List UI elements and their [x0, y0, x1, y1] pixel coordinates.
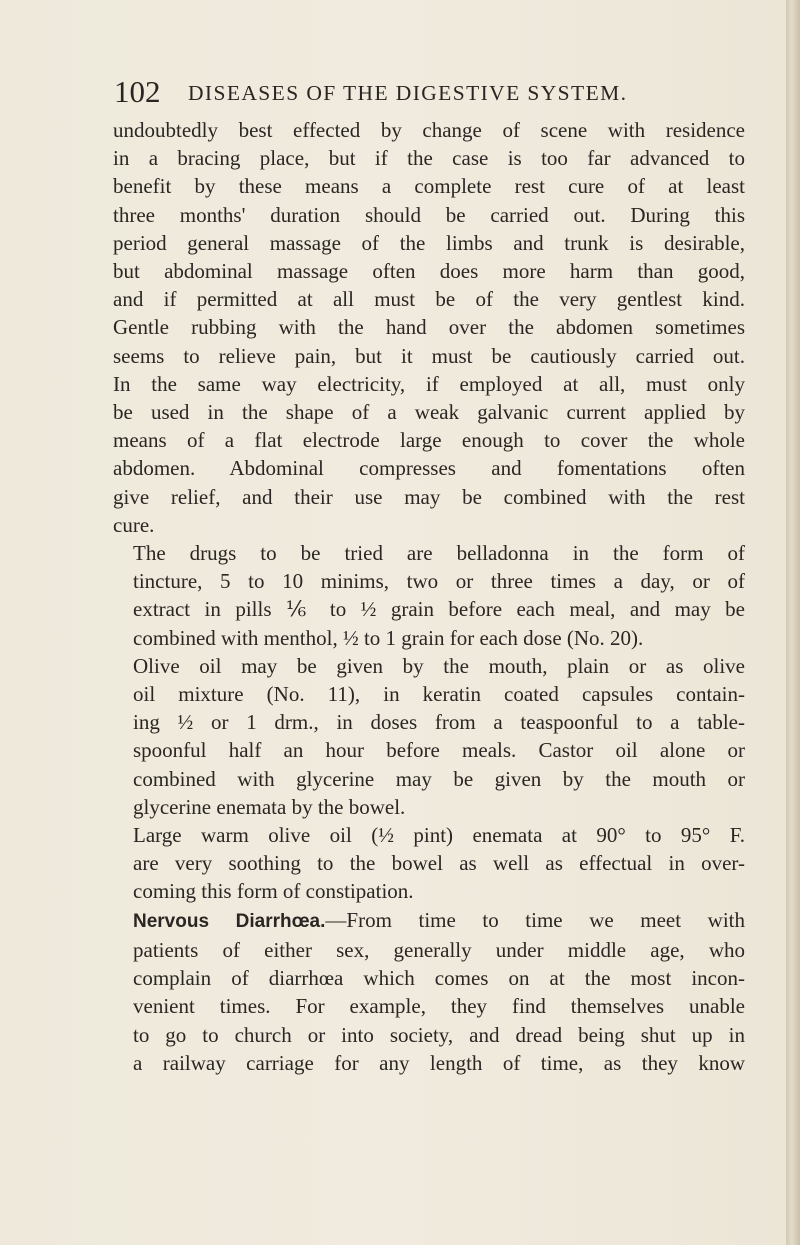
paragraph-enemata	[113, 821, 745, 906]
text-line: to go to church or into society, and dread being shut up in	[133, 1022, 745, 1047]
text-line: Gentle rubbing with the hand over the abdomen sometimes	[113, 315, 745, 340]
text-line: venient times. For example, they find themselves unable	[133, 994, 745, 1019]
text-line: cure.	[113, 512, 155, 537]
paragraph-drugs	[113, 539, 745, 652]
body-text	[113, 116, 745, 1077]
page-edge-gutter	[786, 0, 800, 1245]
paragraph-rest-cure	[113, 116, 745, 539]
text-line: tincture, 5 to 10 minims, two or three times a day, or of	[133, 569, 745, 594]
text-line: Large warm olive oil (½ pint) enemata at 90° to 95° F.	[133, 823, 745, 848]
running-title: DISEASES OF THE DIGESTIVE SYSTEM.	[188, 81, 628, 105]
text-line: in a bracing place, but if the case is too far advanced to	[113, 146, 745, 171]
text-line: complain of diarrhœa which comes on at the most incon-	[133, 966, 745, 991]
text-line: be used in the shape of a weak galvanic current applied by	[113, 400, 745, 425]
text-line: period general massage of the limbs and trunk is desirable,	[113, 230, 745, 255]
paragraph-olive-oil	[113, 652, 745, 821]
text-line: combined with glycerine may be given by the mouth or	[133, 766, 745, 791]
page-number: 102	[114, 74, 161, 109]
section-lead: —From time to time we meet with	[325, 907, 746, 932]
section-heading: Nervous Diarrhœa.	[133, 910, 326, 932]
text-line: give relief, and their use may be combined with the rest	[113, 484, 745, 509]
text-line: In the same way electricity, if employed at all, must only	[113, 371, 745, 396]
text-line: undoubtedly best effected by change of scene with residence	[113, 118, 745, 142]
text-line: and if permitted at all must be of the very gentlest kind.	[113, 287, 745, 312]
text-line: three months' duration should be carried out. During this	[113, 202, 745, 227]
text-line: combined with menthol, ½ to 1 grain for each dose (No. 20).	[133, 625, 644, 650]
text-line: a railway carriage for any length of time, as they know	[133, 1050, 745, 1075]
text-line: spoonful half an hour before meals. Castor oil alone or	[133, 738, 745, 763]
text-line: means of a flat electrode large enough to cover the whole	[113, 428, 745, 453]
text-line: The drugs to be tried are belladonna in the form of	[133, 541, 745, 566]
text-line: extract in pills ⅙ to ½ grain before each meal, and may be	[133, 597, 745, 622]
text-line: Olive oil may be given by the mouth, plain or as olive	[133, 653, 745, 678]
text-line: but abdominal massage often does more harm than good,	[113, 259, 745, 284]
section-first-line	[113, 906, 745, 936]
text-line: seems to relieve pain, but it must be cautiously carried out.	[113, 343, 745, 368]
text-line: coming this form of constipation.	[133, 879, 414, 904]
text-line: abdomen. Abdominal compresses and fomentations often	[113, 456, 745, 481]
page-header	[114, 72, 754, 112]
text-line: patients of either sex, generally under middle age, who	[133, 937, 745, 962]
text-line: benefit by these means a complete rest cure of at least	[113, 174, 745, 199]
text-line: glycerine enemata by the bowel.	[133, 794, 406, 819]
text-line: are very soothing to the bowel as well as effectual in over-	[133, 851, 745, 876]
text-line: ing ½ or 1 drm., in doses from a teaspoonful to a table-	[133, 710, 745, 735]
text-line: oil mixture (No. 11), in keratin coated capsules contain-	[133, 682, 745, 707]
paragraph-nervous-diarrhoea	[113, 906, 745, 1077]
